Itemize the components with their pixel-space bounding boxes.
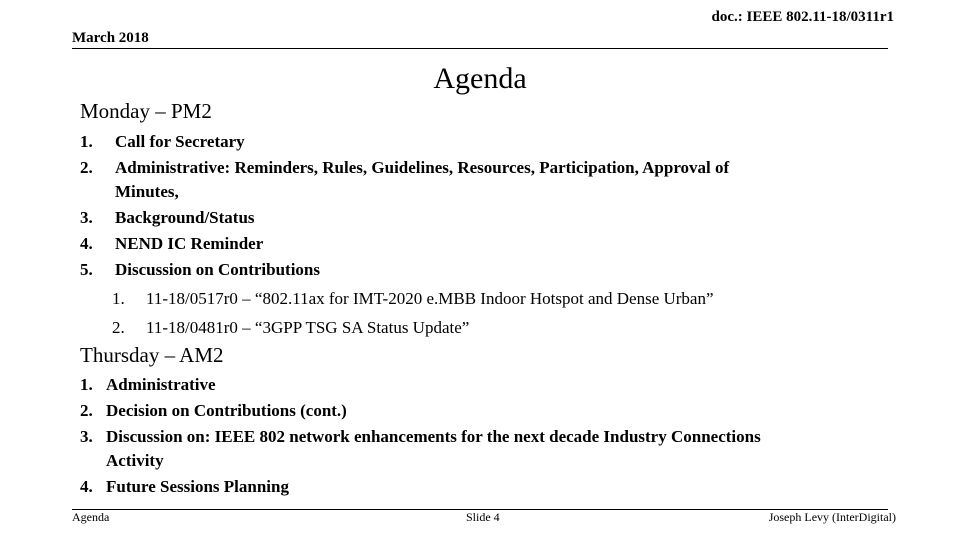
monday-item-5-text: Discussion on Contributions xyxy=(115,260,321,279)
thursday-item-4-text: Future Sessions Planning xyxy=(106,477,289,496)
monday-item-5-number: 5. xyxy=(80,260,93,279)
monday-item-2-text-cont: Minutes, xyxy=(115,182,179,201)
monday-item-4-text: NEND IC Reminder xyxy=(115,234,264,253)
contribution-1-number: 1. xyxy=(112,289,125,308)
thursday-session-heading: Thursday – AM2 xyxy=(80,343,224,367)
document-id: doc.: IEEE 802.11-18/0311r1 xyxy=(711,9,894,25)
thursday-item-1-text: Administrative xyxy=(106,375,216,394)
thursday-item-4-number: 4. xyxy=(80,477,93,496)
thursday-item-1-number: 1. xyxy=(80,375,93,394)
slide-number: Slide 4 xyxy=(466,510,500,524)
monday-item-3-number: 3. xyxy=(80,208,93,227)
thursday-item-2-number: 2. xyxy=(80,401,93,420)
document-date: March 2018 xyxy=(72,30,149,46)
contribution-2-text: 11-18/0481r0 – “3GPP TSG SA Status Update” xyxy=(146,318,470,337)
monday-item-1-number: 1. xyxy=(80,132,93,151)
thursday-item-2-text: Decision on Contributions (cont.) xyxy=(106,401,347,420)
contribution-1-text: 11-18/0517r0 – “802.11ax for IMT-2020 e.MBB Indoor Hotspot and Dense Urban” xyxy=(146,289,714,308)
footer-section-label: Agenda xyxy=(72,510,110,524)
slide-title: Agenda xyxy=(433,62,527,95)
monday-session-heading: Monday – PM2 xyxy=(80,99,212,123)
thursday-item-3-text-cont: Activity xyxy=(106,451,164,470)
thursday-item-3-text: Discussion on: IEEE 802 network enhancements for the next decade Industry Connections xyxy=(106,427,761,446)
monday-item-4-number: 4. xyxy=(80,234,93,253)
monday-item-2-number: 2. xyxy=(80,158,93,177)
thursday-item-3-number: 3. xyxy=(80,427,93,446)
contribution-2-number: 2. xyxy=(112,318,125,337)
monday-item-2-text: Administrative: Reminders, Rules, Guidelines, Resources, Participation, Approval of xyxy=(115,158,730,177)
header-divider xyxy=(72,48,888,49)
monday-item-1-text: Call for Secretary xyxy=(115,132,245,151)
monday-item-3-text: Background/Status xyxy=(115,208,255,227)
author-name: Joseph Levy (InterDigital) xyxy=(768,510,896,524)
